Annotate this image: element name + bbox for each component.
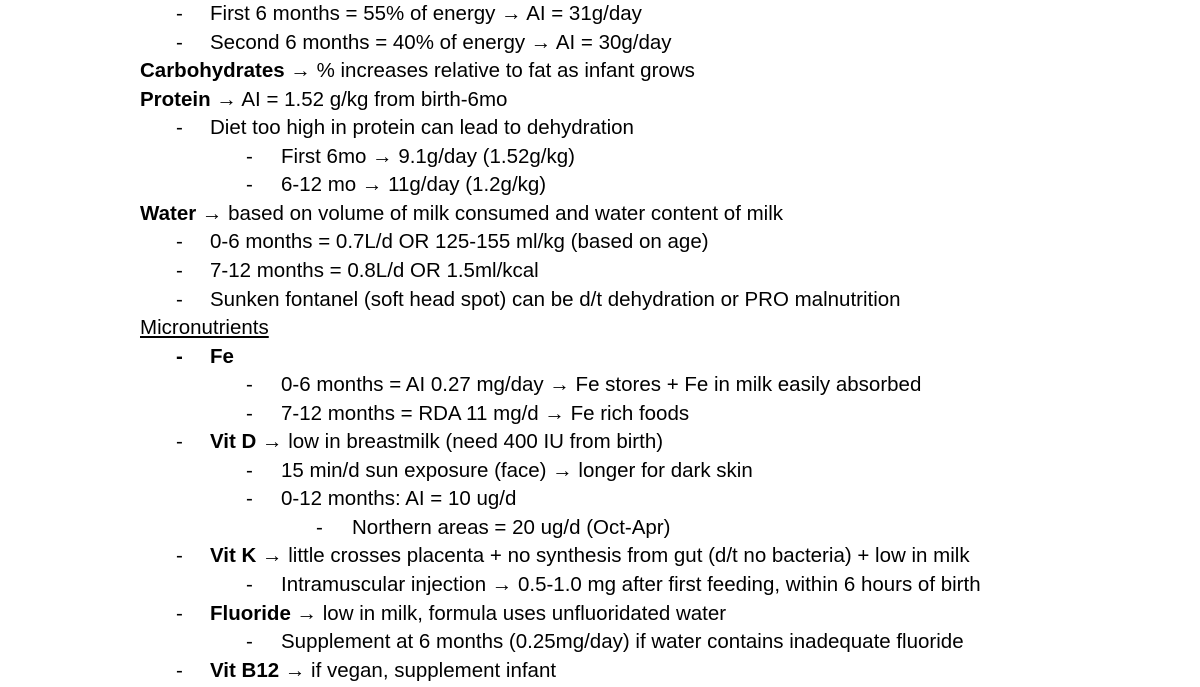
line-text: First 6mo → 9.1g/day (1.52g/kg) <box>281 144 575 168</box>
bullet-dash: - <box>246 144 253 168</box>
bullet-dash: - <box>246 630 253 654</box>
line-text: Diet too high in protein can lead to dehydration <box>210 116 634 140</box>
bullet-dash: - <box>246 573 253 596</box>
line-text: → low in breastmilk (need 400 IU from birth) <box>256 430 664 454</box>
note-line <box>281 573 981 597</box>
line-text: Second 6 months = 40% of energy → AI = 30g/day <box>210 30 672 54</box>
note-line <box>210 430 663 454</box>
note-line <box>140 59 695 83</box>
note-line <box>281 173 546 197</box>
bullet-dash: - <box>176 658 183 682</box>
bullet-dash: - <box>316 515 323 539</box>
line-text: → AI = 1.52 g/kg from birth-6mo <box>210 87 508 111</box>
note-line <box>210 345 234 369</box>
bold-term: Protein <box>140 87 211 111</box>
bullet-dash: - <box>176 30 183 54</box>
note-line <box>281 402 689 426</box>
line-text: Supplement at 6 months (0.25mg/day) if water contains inadequate fluoride <box>281 630 964 654</box>
note-line <box>281 459 753 483</box>
section-heading: Micronutrients <box>140 316 269 340</box>
line-text: 7-12 months = 0.8L/d OR 1.5ml/kcal <box>210 258 539 282</box>
line-text: 15 min/d sun exposure (face) → longer for dark skin <box>281 458 753 482</box>
bullet-dash: - <box>246 401 253 425</box>
note-line <box>210 659 556 683</box>
line-text: 6-12 mo → 11g/day (1.2g/kg) <box>281 173 547 197</box>
bold-term: Vit D <box>210 430 257 454</box>
note-line <box>281 373 921 397</box>
note-line <box>210 259 539 283</box>
bold-term: Water <box>140 201 197 225</box>
line-text: → low in milk, formula uses unfluoridated water <box>290 601 727 625</box>
bullet-dash: - <box>176 601 183 625</box>
note-line <box>281 487 516 511</box>
line-text: 0-12 months: AI = 10 ug/d <box>281 487 517 511</box>
bold-term: Vit B12 <box>210 658 280 682</box>
note-line <box>210 544 970 568</box>
line-text: Sunken fontanel (soft head spot) can be d/t dehydration or PRO malnutrition <box>210 287 901 311</box>
note-line <box>210 2 642 26</box>
note-line <box>140 88 507 112</box>
line-text: → if vegan, supplement infant <box>279 658 557 682</box>
bullet-dash: - <box>176 287 183 311</box>
note-line <box>281 145 575 169</box>
bullet-dash: - <box>246 487 253 511</box>
bullet-dash: - <box>176 116 183 140</box>
line-text: 0-6 months = 0.7L/d OR 125-155 ml/kg (based on age) <box>210 230 709 254</box>
bold-term: Fluoride <box>210 601 291 625</box>
note-line <box>210 230 709 254</box>
line-text: → little crosses placenta + no synthesis from gut (d/t no bacteria) + low in milk <box>256 544 970 568</box>
line-text: → % increases relative to fat as infant grows <box>284 59 695 83</box>
bullet-dash: - <box>246 173 253 197</box>
bullet-dash: - <box>176 2 183 25</box>
bullet-dash: - <box>176 430 183 454</box>
note-line <box>210 116 634 140</box>
bullet-dash: - <box>246 458 253 482</box>
bullet-dash: - <box>176 344 183 368</box>
bullet-dash: - <box>176 544 183 568</box>
line-text: Intramuscular injection → 0.5-1.0 mg after first feeding, within 6 hours of birth <box>281 573 981 596</box>
note-line <box>140 316 269 340</box>
bullet-dash: - <box>176 258 183 282</box>
bold-term: Fe <box>210 344 234 368</box>
note-line <box>210 31 672 55</box>
bold-term: Carbohydrates <box>140 59 285 83</box>
note-line <box>140 202 783 226</box>
line-text: Northern areas = 20 ug/d (Oct-Apr) <box>352 515 671 539</box>
line-text: 7-12 months = RDA 11 mg/d → Fe rich foods <box>281 401 690 425</box>
line-text: 0-6 months = AI 0.27 mg/day → Fe stores + Fe in milk easily absorbed <box>281 373 922 397</box>
bold-term: Vit K <box>210 544 257 568</box>
note-line <box>281 630 964 654</box>
line-text: → based on volume of milk consumed and water content of milk <box>196 201 784 225</box>
note-line <box>210 602 726 626</box>
note-line <box>352 516 670 540</box>
line-text: First 6 months = 55% of energy → AI = 31g/day <box>210 2 642 25</box>
note-line <box>210 288 901 312</box>
bullet-dash: - <box>246 373 253 397</box>
bullet-dash: - <box>176 230 183 254</box>
